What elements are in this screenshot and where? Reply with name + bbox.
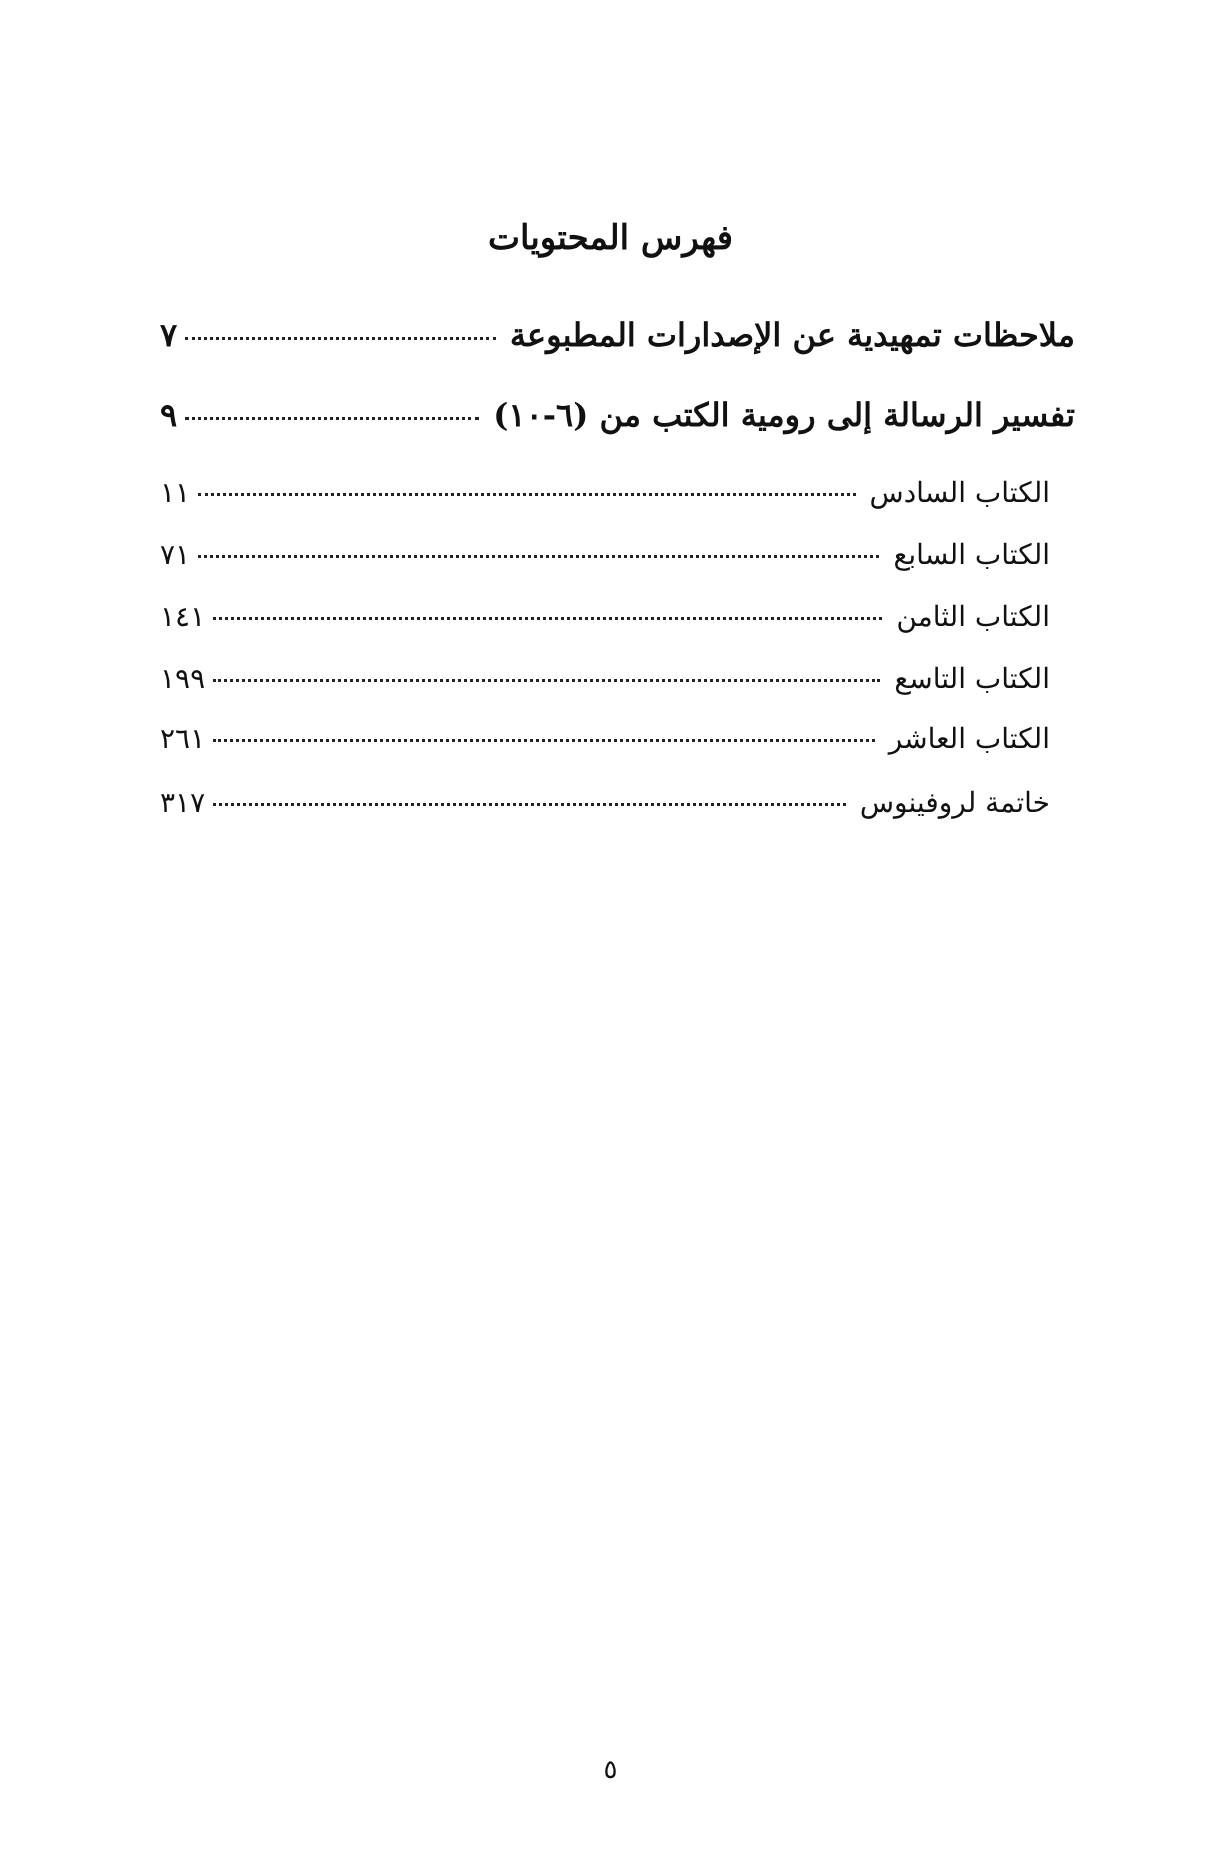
toc-entry-page: ٧١ (160, 538, 191, 571)
toc-entry-title: تفسير الرسالة إلى رومية الكتب من (٦-١٠) (493, 396, 1075, 434)
dot-leader (185, 337, 496, 340)
dot-leader (213, 679, 880, 682)
dot-leader (185, 417, 479, 420)
toc-entry-title: الكتاب الثامن (896, 600, 1050, 633)
toc-entry[interactable] (160, 786, 1050, 819)
toc-title: فهرس المحتويات (487, 218, 734, 258)
toc-entry-page: ١١ (160, 476, 191, 509)
toc-entry-title: الكتاب العاشر (888, 722, 1050, 755)
dot-leader (213, 617, 882, 620)
toc-entry[interactable] (160, 538, 1050, 571)
dot-leader (198, 555, 879, 558)
toc-entry-page: ٩ (160, 396, 178, 434)
dot-leader (198, 493, 855, 496)
toc-entry[interactable] (160, 396, 1075, 434)
toc-entry-page: ٧ (160, 316, 178, 354)
toc-entry-page: ٢٦١ (160, 722, 206, 755)
toc-entry-title: خاتمة لروفينوس (859, 786, 1050, 819)
dot-leader (213, 739, 875, 742)
toc-entry[interactable] (160, 316, 1075, 354)
toc-entry-page: ٣١٧ (160, 786, 206, 819)
toc-entry[interactable] (160, 476, 1050, 509)
dot-leader (213, 803, 846, 806)
toc-entry[interactable] (160, 662, 1050, 695)
toc-entry-title: الكتاب السابع (893, 538, 1050, 571)
toc-entry[interactable] (160, 600, 1050, 633)
toc-entry-page: ١٤١ (160, 600, 206, 633)
toc-entry-page: ١٩٩ (160, 662, 206, 695)
toc-entry[interactable] (160, 722, 1050, 755)
toc-entry-title: الكتاب التاسع (894, 662, 1050, 695)
page-number: ٥ (603, 1755, 618, 1785)
toc-entry-title: ملاحظات تمهيدية عن الإصدارات المطبوعة (509, 316, 1075, 354)
toc-entry-title: الكتاب السادس (869, 476, 1050, 509)
